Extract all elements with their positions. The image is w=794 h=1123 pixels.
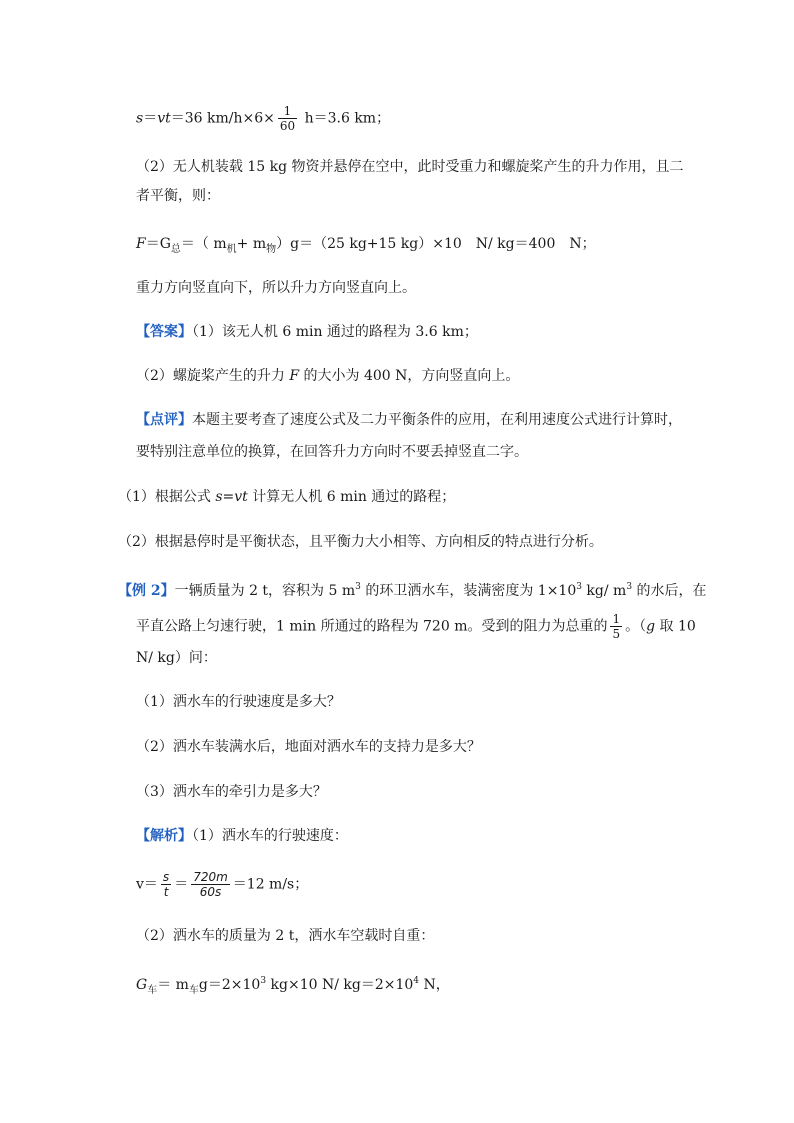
- comment-text: 本题主要考查了速度公式及二力平衡条件的应用，在利用速度公式进行计算时，: [192, 412, 682, 428]
- eq-result: h＝3.6 km；: [300, 110, 391, 127]
- fraction-numerator: 1: [612, 612, 621, 626]
- fraction-denominator: 5: [612, 627, 621, 641]
- eq-mid: ＝36 km/h×6×: [170, 110, 275, 127]
- analysis1-b: 计算无人机 6 min 通过的路程；: [247, 489, 456, 505]
- solution-text: （1）洒水车的行驶速度：: [192, 828, 348, 844]
- eq-sign: ＝: [143, 110, 158, 127]
- comment-tag: 【点评】: [136, 412, 192, 428]
- v-eq2: ＝: [174, 876, 189, 893]
- sub-car: 车: [147, 985, 158, 996]
- ex2-sup2: 3: [576, 582, 582, 592]
- sub-goods: 物: [266, 244, 277, 255]
- ex2-sup3: 3: [626, 582, 633, 592]
- var-s: s: [136, 110, 144, 127]
- example2-line-1: [118, 577, 707, 601]
- solution-tag: 【解析】: [136, 828, 192, 844]
- ex2-l2a: 平直公路上匀速行驶，1 min 所通过的路程为 720 m。受到的阻力为总重的: [136, 618, 608, 635]
- paragraph-hover-cont: 者平衡，则：: [136, 188, 220, 204]
- fraction-s-t: [161, 870, 171, 899]
- eq-m: ＝（ m: [180, 236, 227, 252]
- w-eq: ＝ m: [157, 977, 189, 993]
- example2-line-2: [136, 612, 696, 641]
- ex2-sup1: 3: [355, 582, 361, 592]
- analysis1-a: （1）根据公式: [118, 489, 216, 505]
- answer2-a: （2）螺旋桨产生的升力: [136, 368, 290, 384]
- analysis-2: （2）根据悬停时是平衡状态，且平衡力大小相等、方向相反的特点进行分析。: [118, 534, 603, 550]
- var-F: F: [136, 236, 146, 252]
- eq-tail: ）g＝（25 kg+15 kg）×10 N/ kg＝400 N；: [276, 236, 596, 252]
- answer2-b: 的大小为 400 N，方向竖直向上。: [299, 368, 520, 384]
- ex2-t2: 的环卫洒水车，装满密度为 1×10: [360, 583, 577, 599]
- solution-header: [136, 826, 348, 846]
- sub-total: 总: [170, 244, 181, 255]
- answer-text: （1）该无人机 6 min 通过的路程为 3.6 km；: [192, 324, 478, 340]
- answer-tag: 【答案】: [136, 324, 192, 340]
- eq-G: ＝G: [145, 236, 171, 252]
- example2-tag: 【例 2】: [118, 583, 175, 599]
- w-g: g＝2×10: [198, 977, 261, 993]
- w-sup2: 4: [413, 976, 420, 986]
- ex2-l2c: 取 10: [655, 618, 696, 635]
- question-3: （3）洒水车的牵引力是多大？: [136, 784, 327, 800]
- fraction-denominator: 60: [279, 119, 296, 133]
- paragraph-direction: 重力方向竖直向下，所以升力方向竖直向上。: [136, 280, 416, 296]
- comment-line-1: [136, 410, 682, 430]
- sub-machine: 机: [226, 244, 237, 255]
- paragraph-mass: （2）洒水车的质量为 2 t，洒水车空载时自重：: [136, 928, 435, 944]
- equation-velocity: [136, 870, 308, 899]
- var-g: g: [646, 618, 656, 635]
- fraction-numerator: s: [162, 870, 170, 884]
- fraction-720-60: [191, 870, 230, 899]
- fraction-1-5: [610, 612, 622, 641]
- w-end: N，: [419, 977, 450, 993]
- sub-car-2: 车: [188, 985, 199, 996]
- var-vt: vt: [157, 110, 171, 127]
- equation-lift-force: [136, 234, 596, 260]
- w-sup1: 3: [260, 976, 267, 986]
- w-mid: kg×10 N/ kg＝2×10: [266, 977, 414, 993]
- v-result: ＝12 m/s；: [232, 876, 309, 893]
- fraction-denominator: t: [163, 885, 169, 899]
- ex2-t1: 一辆质量为 2 t，容积为 5 m: [174, 583, 356, 599]
- analysis-1: [118, 487, 455, 507]
- question-1: （1）洒水车的行驶速度是多大？: [136, 694, 341, 710]
- example2-line-3: N/ kg）问：: [136, 650, 217, 666]
- ex2-t4: 的水后，在: [632, 583, 707, 599]
- var-G: G: [136, 977, 148, 993]
- equation-weight: [136, 971, 450, 1001]
- equation-distance: [136, 104, 390, 133]
- fraction-denominator: 60s: [199, 885, 222, 899]
- paragraph-hover-intro: （2）无人机装载 15 kg 物资并悬停在空中，此时受重力和螺旋桨产生的升力作用，且二: [136, 159, 684, 175]
- fraction-numerator: 1: [278, 104, 297, 119]
- answer-line-1: [136, 322, 478, 342]
- formula-svt: s=vt: [215, 489, 248, 505]
- var-F2: F: [289, 368, 300, 384]
- fraction-numerator: 720m: [193, 870, 228, 884]
- comment-line-2: 要特别注意单位的换算，在回答升力方向时不要丢掉竖直二字。: [136, 444, 528, 460]
- ex2-l2b: 。（: [625, 618, 647, 635]
- fraction-1-60: [278, 104, 297, 133]
- question-2: （2）洒水车装满水后，地面对洒水车的支持力是多大？: [136, 739, 481, 755]
- answer-line-2: [136, 366, 519, 386]
- v-eq: v＝: [136, 876, 158, 893]
- eq-plus-m: + m: [236, 236, 267, 252]
- ex2-t3: kg/ m: [581, 583, 627, 599]
